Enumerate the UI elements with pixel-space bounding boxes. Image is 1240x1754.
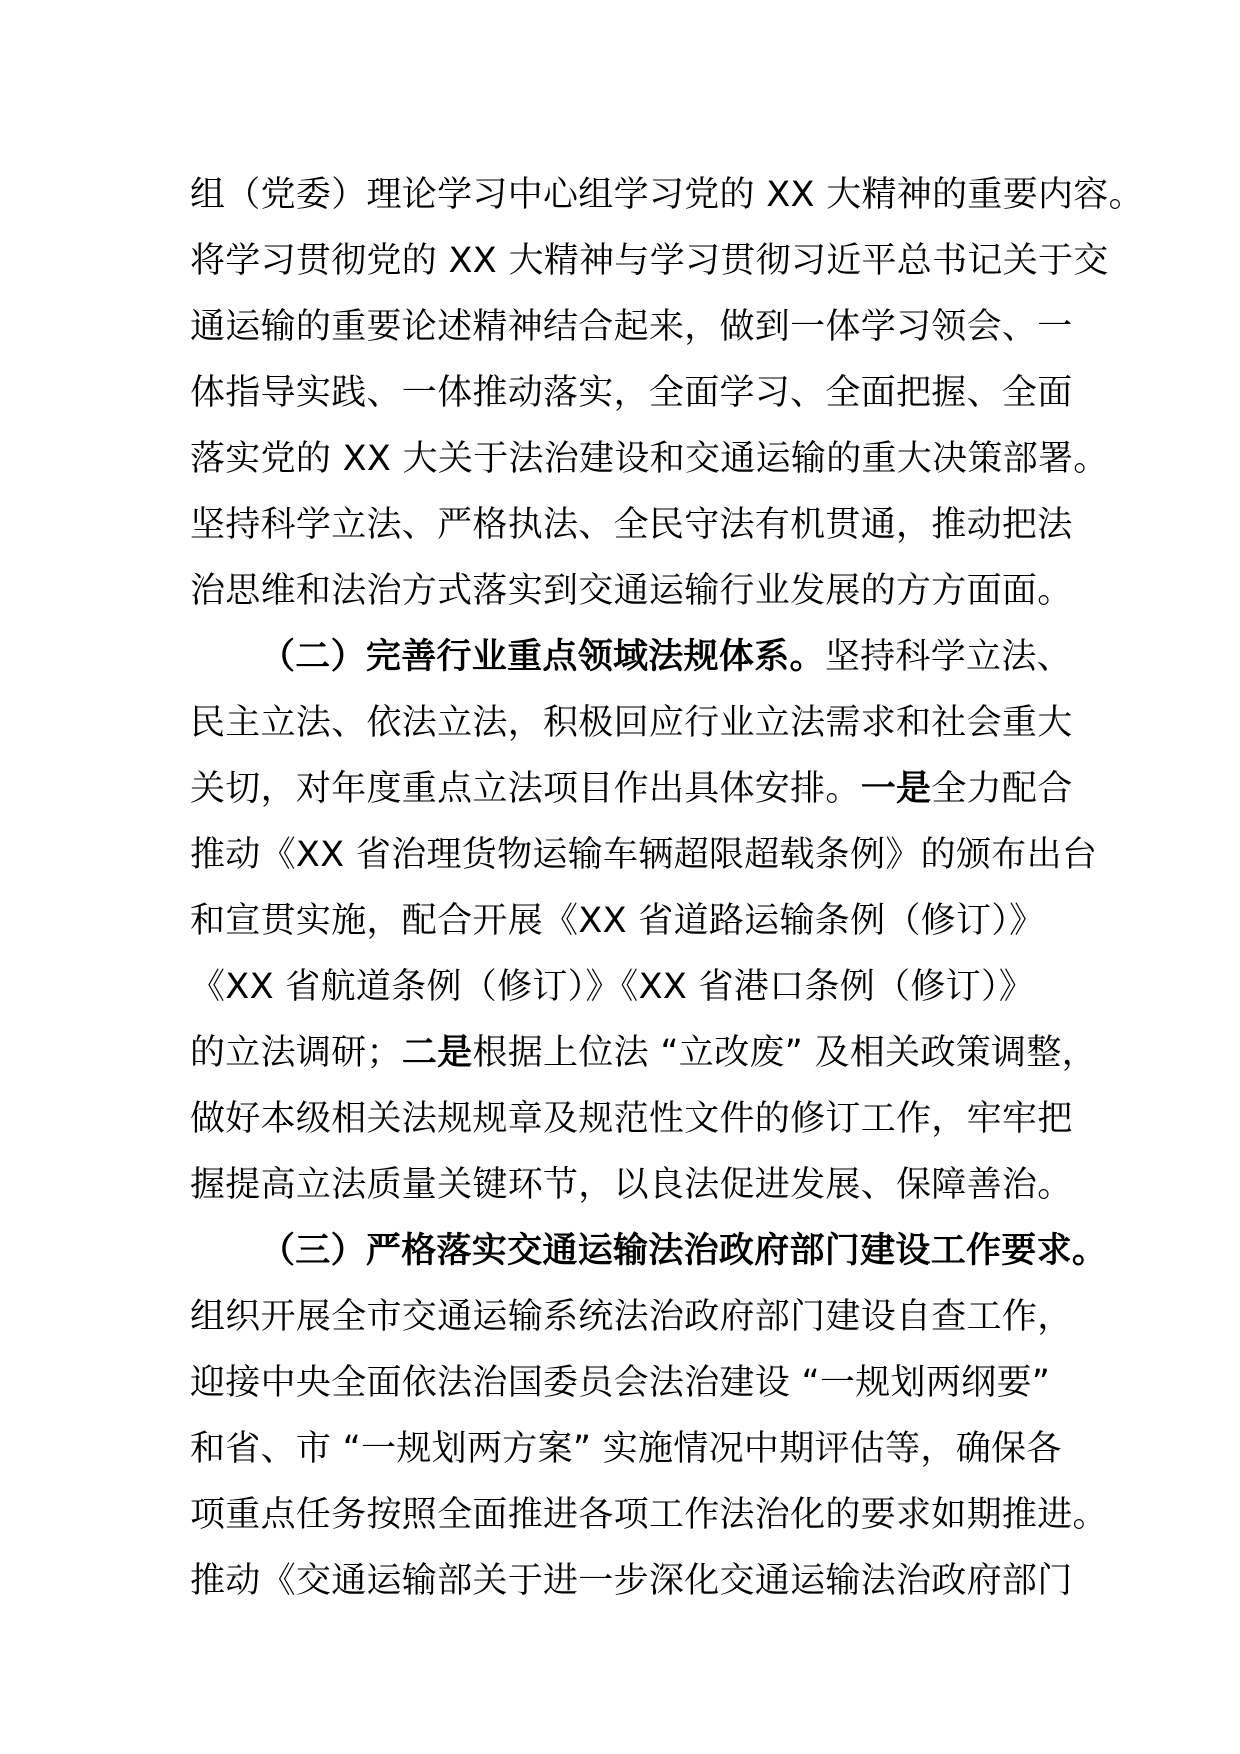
paragraph-line: 组（党委）理论学习中心组学习党的 XX 大精神的重要内容。: [190, 175, 1144, 215]
paragraph-line: 通运输的重要论述精神结合起来，做到一体学习领会、一: [190, 307, 1073, 347]
paragraph-text: 的立法调研；: [190, 1033, 402, 1073]
paragraph-text: 坚持科学立法、: [824, 637, 1072, 677]
paragraph-line: 坚持科学立法、严格执法、全民守法有机贯通，推动把法: [190, 505, 1073, 545]
paragraph-line: 组织开展全市交通运输系统法治政府部门建设自查工作，: [190, 1297, 1073, 1337]
paragraph-line: 项重点任务按照全面推进各项工作法治化的要求如期推进。: [190, 1495, 1108, 1535]
paragraph-line: 握提高立法质量关键环节，以良法促进发展、保障善治。: [190, 1165, 1073, 1205]
paragraph-line: 迎接中央全面依法治国委员会法治建设 “一规划两纲要”: [190, 1363, 1051, 1403]
section-heading: （二）完善行业重点领域法规体系。: [260, 637, 825, 677]
paragraph-line: 和省、市 “一规划两方案” 实施情况中期评估等，确保各: [190, 1429, 1062, 1469]
document-body: [190, 162, 1144, 1614]
paragraph-text: 关切，对年度重点立法项目作出具体安排。: [190, 769, 861, 809]
paragraph-line: 做好本级相关法规规章及规范性文件的修订工作，牢牢把: [190, 1099, 1073, 1139]
paragraph-text: 根据上位法 “立改废” 及相关政策调整，: [472, 1033, 1097, 1073]
paragraph-line: 落实党的 XX 大关于法治建设和交通运输的重大决策部署。: [190, 439, 1109, 479]
paragraph-line: 将学习贯彻党的 XX 大精神与学习贯彻习近平总书记关于交: [190, 241, 1109, 281]
enumeration-marker: 二是: [401, 1033, 473, 1073]
paragraph-line: 推动《交通运输部关于进一步深化交通运输法治政府部门: [190, 1561, 1073, 1601]
paragraph-line: 和宣贯实施，配合开展《XX 省道路运输条例（修订）》: [190, 901, 1045, 941]
paragraph-line: 推动《XX 省治理货物运输车辆超限超载条例》的颁布出台: [190, 835, 1098, 875]
paragraph-line: 体指导实践、一体推动落实，全面学习、全面把握、全面: [190, 373, 1073, 413]
paragraph-line: [190, 756, 1073, 822]
paragraph-line: 治思维和法治方式落实到交通运输行业发展的方方面面。: [190, 571, 1073, 611]
paragraph-line: [190, 624, 1070, 690]
paragraph-text: 全力配合: [931, 769, 1073, 809]
section-heading: （三）严格落实交通运输法治政府部门建设工作要求。: [260, 1231, 1108, 1271]
paragraph-line: 《XX 省航道条例（修订）》《XX 省港口条例（修订）》: [190, 967, 1035, 1007]
enumeration-marker: 一是: [860, 769, 932, 809]
paragraph-line: 民主立法、依法立法，积极回应行业立法需求和社会重大: [190, 703, 1073, 743]
paragraph-line: [190, 1020, 1097, 1086]
